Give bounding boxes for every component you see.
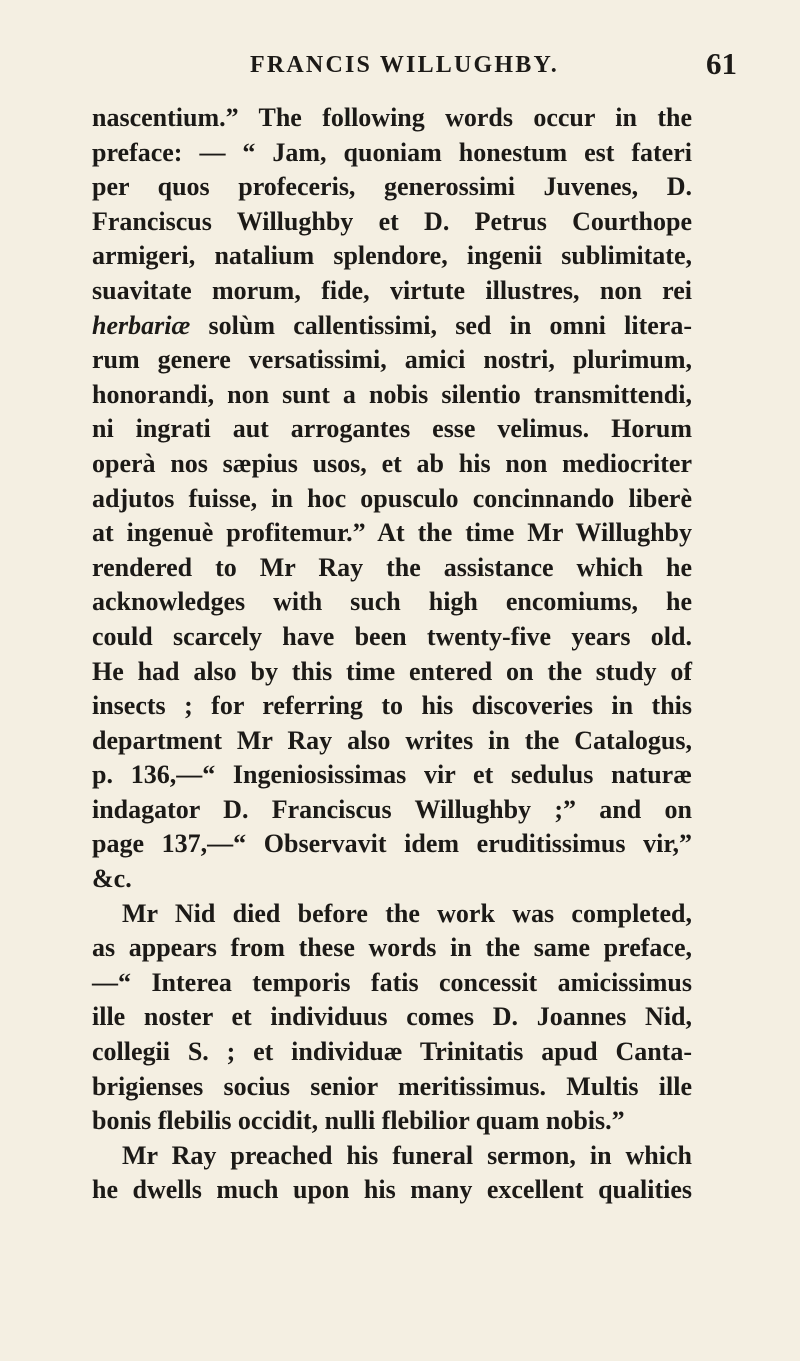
text-line: as appears from these words in the same preface, [92, 933, 692, 963]
text-line: &c. [92, 864, 132, 894]
text-line: suavitate morum, fide, virtute illustres, non rei [92, 275, 692, 305]
text-line: insects ; for referring to his discoveries in this [92, 691, 692, 721]
text-line: bonis flebilis occidit, nulli flebilior quam nobis.” [92, 1106, 625, 1136]
text-line: armigeri, natalium splendore, ingenii sublimitate, [92, 241, 692, 271]
text-line: He had also by this time entered on the study of [92, 656, 692, 686]
text-line: at ingenuè profitemur.” At the time Mr Willughby [92, 518, 692, 548]
text-line: brigienses socius senior meritissimus. Multis ille [92, 1071, 692, 1101]
text-line: rum genere versatissimi, amici nostri, plurimum, [92, 345, 692, 375]
italic-word: herbariæ [92, 310, 191, 340]
text-line: could scarcely have been twenty-five years old. [92, 621, 692, 651]
text-line: he dwells much upon his many excellent qualities [92, 1175, 692, 1205]
text-line: acknowledges with such high encomiums, he [92, 587, 692, 617]
text-line: department Mr Ray also writes in the Catalogus, [92, 725, 692, 755]
text-line: adjutos fuisse, in hoc opusculo concinnando liberè [92, 483, 692, 513]
paragraph-start: Mr Ray preached his funeral sermon, in which [122, 1140, 692, 1170]
text-line: indagator D. Franciscus Willughby ;” and on [92, 794, 692, 824]
page-header [0, 46, 800, 92]
body-text [92, 101, 692, 1208]
text-line: page 137,—“ Observavit idem eruditissimus vir,” [92, 829, 692, 859]
line-rest: solùm callentissimi, sed in omni litera- [190, 310, 692, 340]
text-line: ni ingrati aut arrogantes esse velimus. Horum [92, 414, 692, 444]
running-head: FRANCIS WILLUGHBY. [250, 52, 560, 78]
text-line: p. 136,—“ Ingeniosissimas vir et sedulus naturæ [92, 760, 692, 790]
text-line: rendered to Mr Ray the assistance which he [92, 552, 692, 582]
text-line: nascentium.” The following words occur in the [92, 103, 692, 132]
paragraph-start: Mr Nid died before the work was completed, [122, 898, 692, 928]
text-line: collegii S. ; et individuæ Trinitatis apud Canta- [92, 1037, 692, 1067]
text-line: —“ Interea temporis fatis concessit amicissimus [92, 967, 692, 997]
text-line: preface: — “ Jam, quoniam honestum est fateri [92, 137, 692, 167]
text-line: Franciscus Willughby et D. Petrus Courthope [92, 206, 692, 236]
text-line: honorandi, non sunt a nobis silentio transmittendi, [92, 379, 692, 409]
text-line: per quos profeceris, generossimi Juvenes, D. [92, 172, 692, 202]
text-line: operà nos sæpius usos, et ab his non mediocriter [92, 448, 692, 478]
text-line-with-italic [92, 309, 692, 344]
page-number: 61 [706, 46, 737, 81]
text-line: ille noster et individuus comes D. Joannes Nid, [92, 1002, 692, 1032]
